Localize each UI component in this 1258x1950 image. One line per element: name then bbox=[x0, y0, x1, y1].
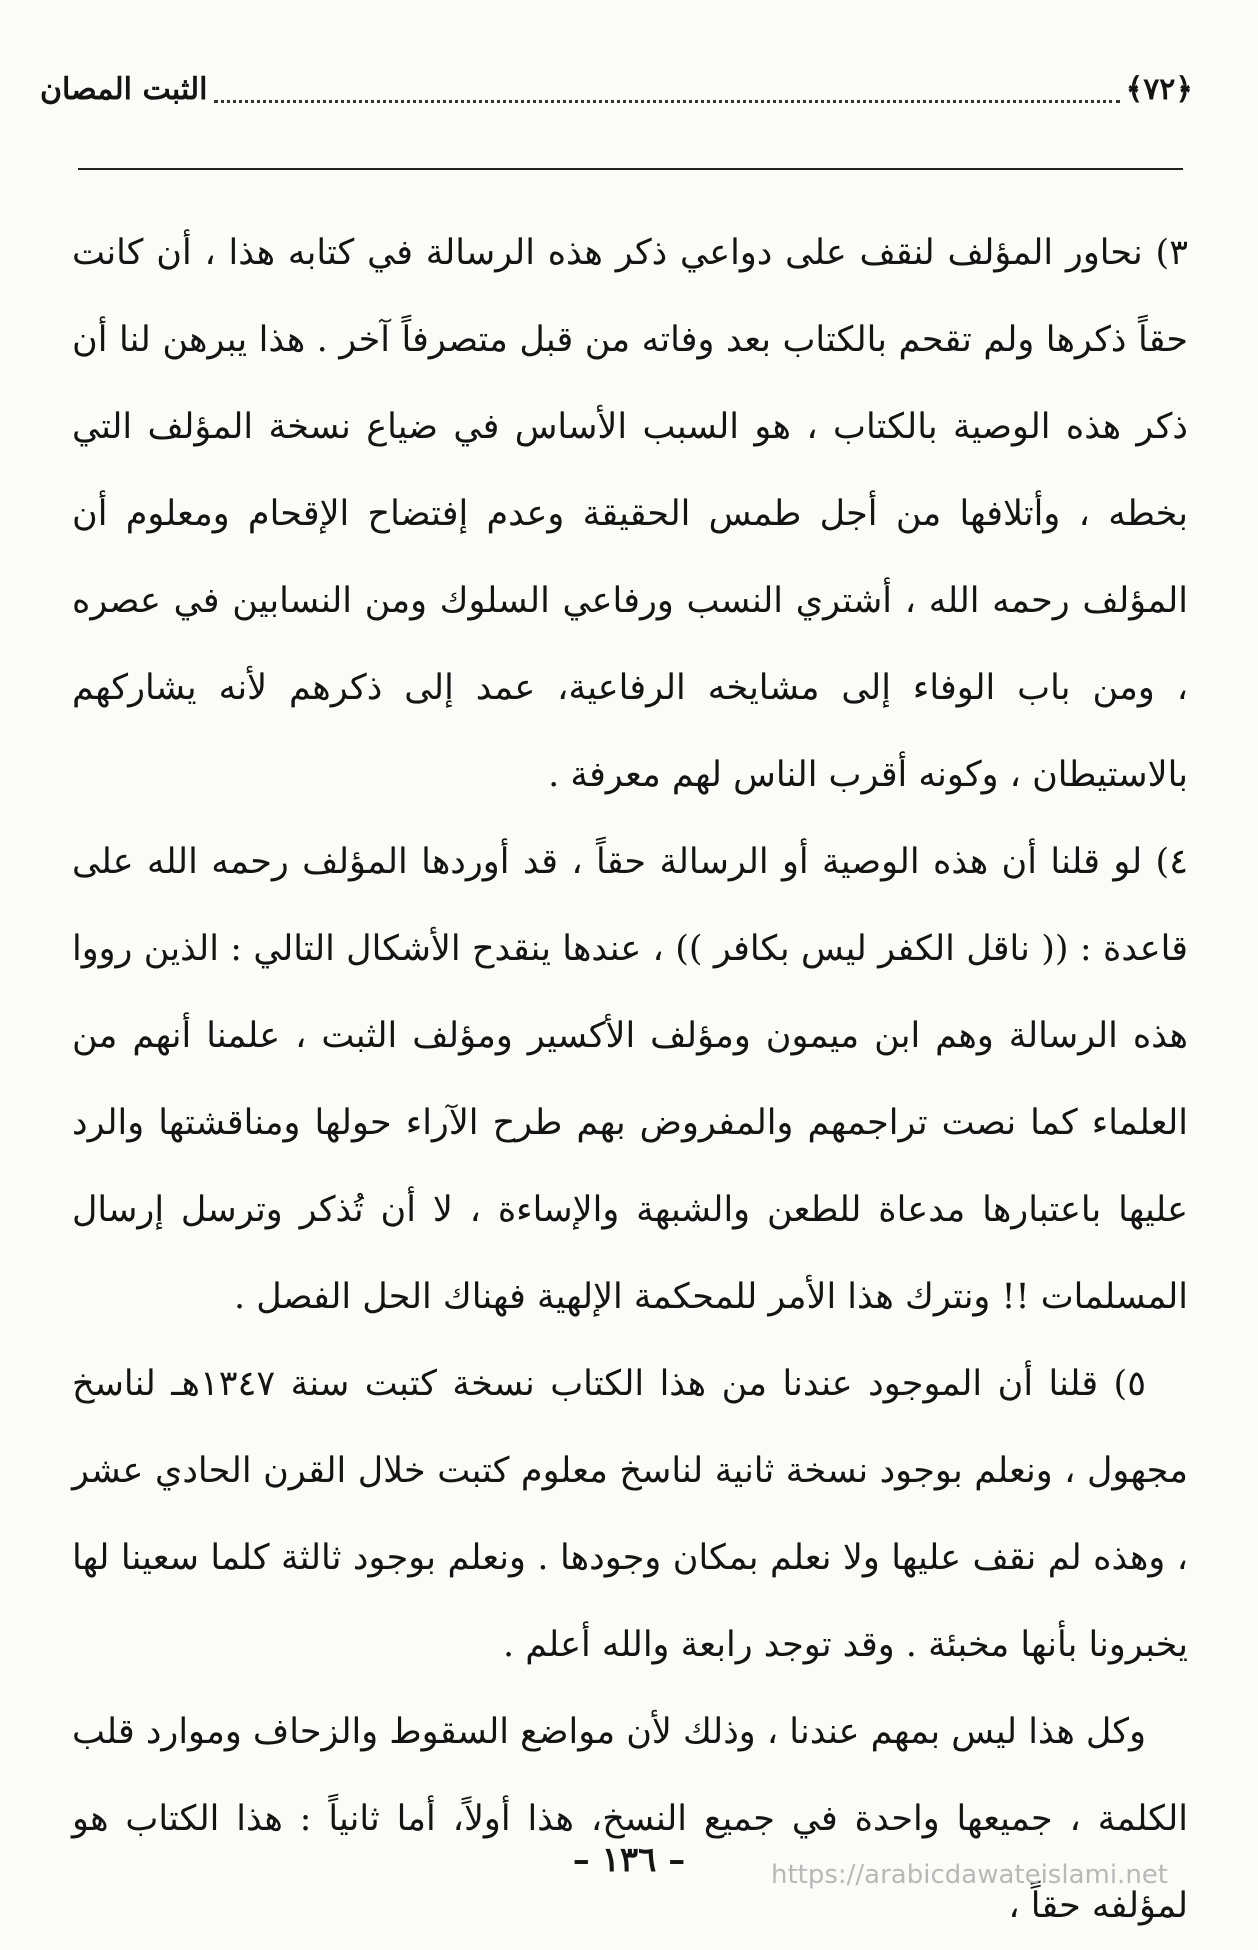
header-book-title: الثبت المصان bbox=[40, 72, 208, 107]
watermark-url: https://arabicdawateislami.net bbox=[770, 1860, 1168, 1890]
paragraph-3: ٣) نحاور المؤلف لنقف على دواعي ذكر هذه الرسالة في كتابه هذا ، أن كانت حقاً ذكرها ولم تقحم بالكتاب بعد وفاته من قبل متصرفاً آخر . هذا يبرهن لنا أن ذكر هذه الوصية بالكتاب ، هو السبب الأساس في ضياع نسخة المؤلف التي بخطه ، وأتلافها من أجل طمس الحقيقة وعدم إفتضاح الإقحام ومعلوم أن المؤلف رحمه الله ، أشتري النسب ورفاعي السلوك ومن النسابين في عصره ، ومن باب الوفاء إلى مشايخه الرفاعية، عمد إلى ذكرهم لأنه يشاركهم بالاستيطان ، وكونه أقرب الناس لهم معرفة . bbox=[72, 233, 1188, 795]
header-leader-dots bbox=[214, 78, 1120, 103]
page-body bbox=[72, 210, 1188, 1950]
paragraph-5: ٥) قلنا أن الموجود عندنا من هذا الكتاب نسخة كتبت سنة ١٣٤٧هـ لناسخ مجهول ، ونعلم بوجود نسخة ثانية لناسخ معلوم كتبت خلال القرن الحادي عشر ، وهذه لم نقف عليها ولا نعلم بمكان وجودها . ونعلم بوجود ثالثة كلما سعينا لها يخبرونا بأنها مخبئة . وقد توجد رابعة والله أعلم . bbox=[72, 1364, 1188, 1665]
running-header bbox=[40, 60, 1193, 120]
header-page-number: ﴿٧٢﴾ bbox=[1125, 72, 1193, 107]
footer-page-number: – ١٣٦ – bbox=[572, 1840, 686, 1880]
paragraph-6: وكل هذا ليس بمهم عندنا ، وذلك لأن مواضع السقوط والزحاف وموارد قلب الكلمة ، جميعها واحدة في جميع النسخ، هذا أولاً، أما ثانياً : هذا الكتاب هو لمؤلفه حقاً ، bbox=[72, 1712, 1188, 1926]
header-rule bbox=[78, 168, 1183, 170]
paragraph-4: ٤) لو قلنا أن هذه الوصية أو الرسالة حقاً ، قد أوردها المؤلف رحمه الله على قاعدة : (( ناقل الكفر ليس بكافر )) ، عندها ينقدح الأشكال التالي : الذين رووا هذه الرسالة وهم ابن ميمون ومؤلف الأكسير ومؤلف الثبت ، علمنا أنهم من العلماء كما نصت تراجمهم والمفروض بهم طرح الآراء حولها ومناقشتها والرد عليها باعتبارها مدعاة للطعن والشبهة والإساءة ، لا أن تُذكر وترسل إرسال المسلمات !! ونترك هذا الأمر للمحكمة الإلهية فهناك الحل الفصل . bbox=[72, 842, 1188, 1317]
